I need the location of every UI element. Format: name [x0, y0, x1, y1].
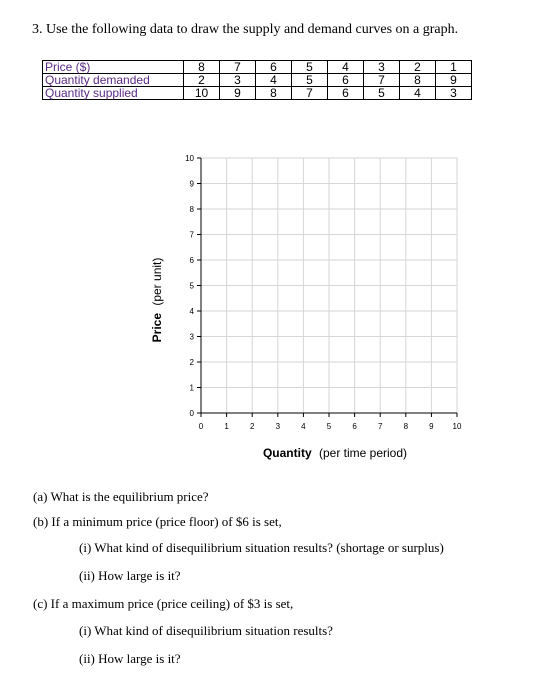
y-tick-label: 0: [189, 409, 194, 418]
x-tick-label: 0: [198, 422, 204, 431]
table-cell: 8: [184, 61, 220, 74]
table-cell: 9: [220, 87, 256, 100]
data-table: [42, 60, 472, 100]
row-label: Quantity supplied: [43, 87, 184, 100]
question-c-i: (i) What kind of disequilibrium situation results?: [79, 623, 333, 638]
x-tick-label: 8: [403, 422, 409, 431]
table-cell: 2: [184, 74, 220, 87]
table-cell: 4: [328, 61, 364, 74]
y-tick-label: 7: [189, 230, 194, 240]
question-heading: 3. Use the following data to draw the supply and demand curves on a graph.: [32, 22, 459, 37]
y-axis-label: Price (per unit): [150, 257, 164, 343]
x-tick-label: 7: [377, 422, 383, 431]
y-tick-label: 8: [189, 205, 194, 214]
y-tick-label: 1: [189, 383, 194, 393]
table-cell: 3: [220, 74, 256, 87]
table-row: [43, 61, 472, 74]
question-b: (b) If a minimum price (price floor) of $6 is set,: [33, 514, 282, 529]
table-cell: 3: [436, 87, 472, 100]
x-tick-label: 10: [452, 422, 462, 431]
question-c-ii: (ii) How large is it?: [79, 651, 181, 666]
table-cell: 5: [364, 87, 400, 100]
y-tick-label: 9: [189, 179, 194, 189]
x-axis-label: Quantity (per time period): [262, 446, 408, 460]
question-c: (c) If a maximum price (price ceiling) of $3 is set,: [33, 596, 294, 611]
table-cell: 4: [400, 87, 436, 100]
table-cell: 9: [436, 74, 472, 87]
table-cell: 6: [256, 61, 292, 74]
x-tick-label: 6: [352, 422, 357, 431]
table-cell: 2: [400, 61, 436, 74]
table-cell: 7: [220, 61, 256, 74]
y-tick-label: 6: [189, 256, 194, 265]
table-cell: 4: [256, 74, 292, 87]
table-cell: 7: [292, 87, 328, 100]
question-b-i: (i) What kind of disequilibrium situation results? (shortage or surplus): [79, 540, 444, 555]
x-tick-label: 9: [429, 422, 434, 431]
table-cell: 5: [292, 61, 328, 74]
graph: [0, 140, 553, 470]
x-tick-label: 4: [301, 422, 306, 431]
table-cell: 10: [184, 87, 220, 100]
table-cell: 6: [328, 74, 364, 87]
y-tick-label: 10: [185, 154, 194, 163]
y-tick-label: 4: [189, 307, 194, 316]
question-b-ii: (ii) How large is it?: [79, 568, 181, 583]
question-a: (a) What is the equilibrium price?: [33, 489, 209, 504]
table-cell: 8: [400, 74, 436, 87]
x-tick-label: 2: [249, 422, 255, 431]
table-row: [43, 74, 472, 87]
table-cell: 6: [328, 87, 364, 100]
y-tick-label: 3: [189, 332, 194, 342]
y-tick-label: 2: [189, 358, 194, 367]
table-cell: 5: [292, 74, 328, 87]
table-row: [43, 87, 472, 100]
y-tick-label: 5: [189, 281, 194, 291]
row-label: Quantity demanded: [43, 74, 184, 87]
table-cell: 8: [256, 87, 292, 100]
row-label: Price ($): [43, 61, 184, 74]
x-tick-label: 5: [326, 422, 332, 431]
x-tick-label: 1: [224, 422, 229, 431]
table-cell: 1: [436, 61, 472, 74]
table-cell: 7: [364, 74, 400, 87]
x-tick-label: 3: [275, 422, 281, 431]
table-cell: 3: [364, 61, 400, 74]
